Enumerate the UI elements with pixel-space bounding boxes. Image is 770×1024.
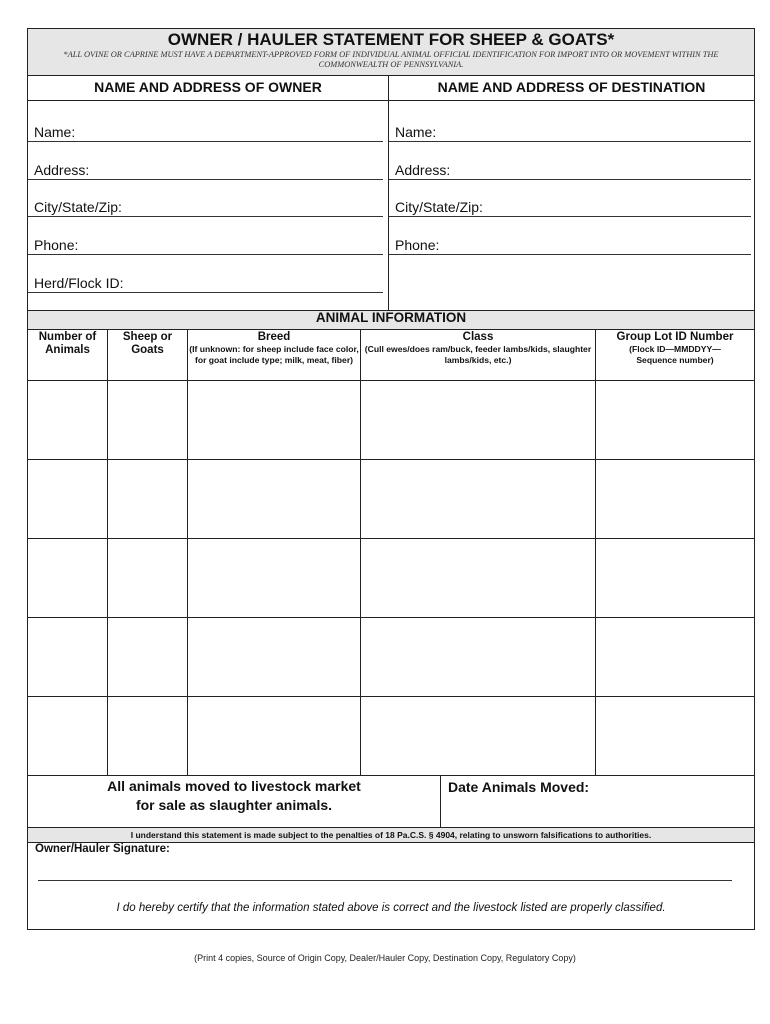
table-cell-species[interactable] <box>108 618 187 696</box>
table-cell-lot[interactable] <box>596 618 754 696</box>
destination-city-field[interactable]: City/State/Zip: <box>389 199 751 217</box>
col-breed-header <box>188 331 360 366</box>
col-lot-label: Group Lot ID Number <box>616 331 734 343</box>
table-cell-class[interactable] <box>361 618 595 696</box>
table-cell-class[interactable] <box>361 381 595 459</box>
table-cell-number[interactable] <box>28 460 107 538</box>
destination-address-field[interactable]: Address: <box>389 162 751 180</box>
table-cell-lot[interactable] <box>596 539 754 617</box>
owner-phone-field[interactable]: Phone: <box>28 237 383 255</box>
table-cell-class[interactable] <box>361 460 595 538</box>
table-cell-lot[interactable] <box>596 381 754 459</box>
table-bottom <box>28 775 754 776</box>
col-breed-label: Breed <box>257 331 291 343</box>
table-cell-number[interactable] <box>28 539 107 617</box>
col-species-label: Sheep or Goats <box>122 331 173 356</box>
table-cell-class[interactable] <box>361 539 595 617</box>
table-cell-breed[interactable] <box>188 381 360 459</box>
animal-info-title: ANIMAL INFORMATION <box>315 310 467 325</box>
table-cell-number[interactable] <box>28 697 107 775</box>
destination-heading: NAME AND ADDRESS OF DESTINATION <box>389 76 754 101</box>
market-line-2: for sale as slaughter animals. <box>135 797 333 813</box>
form-subtitle: *ALL OVINE OR CAPRINE MUST HAVE A DEPARTMENT-APPROVED FORM OF INDIVIDUAL ANIMAL OFFICIAL IDENTIFICATION FOR IMPORT INTO OR MOVEMENT WITHIN THE COMMONWEALTH OF PENNSYLVANIA. <box>63 50 719 69</box>
col-lot-header <box>596 331 754 366</box>
table-cell-species[interactable] <box>108 460 187 538</box>
table-cell-lot[interactable] <box>596 460 754 538</box>
col-species-header <box>108 331 187 357</box>
col-class-header <box>361 331 595 366</box>
certify-statement: I do hereby certify that the information stated above is correct and the livestock listed are properly classified. <box>116 902 666 914</box>
table-cell-species[interactable] <box>108 539 187 617</box>
signature-label: Owner/Hauler Signature: <box>35 843 170 855</box>
statement-form <box>27 28 755 930</box>
table-cell-class[interactable] <box>361 697 595 775</box>
col-breed-note: (If unknown: for sheep include face color, for goat include type; milk, meat, fiber) <box>189 344 359 365</box>
owner-name-field[interactable]: Name: <box>28 124 383 142</box>
col-number-label: Number of Animals <box>38 331 97 356</box>
owner-city-field[interactable]: City/State/Zip: <box>28 199 383 217</box>
penalty-statement: I understand this statement is made subject to the penalties of 18 Pa.C.S. § 4904, relating to unsworn falsifications to authorities. <box>130 830 652 840</box>
col-class-note: (Cull ewes/does ram/buck, feeder lambs/kids, slaughter lambs/kids, etc.) <box>364 344 592 365</box>
col-lot-note: (Flock ID—MMDDYY—Sequence number) <box>629 344 721 365</box>
date-moved-field[interactable] <box>441 801 754 825</box>
market-line-1: All animals moved to livestock market <box>107 778 361 794</box>
table-cell-number[interactable] <box>28 381 107 459</box>
table-cell-species[interactable] <box>108 697 187 775</box>
table-cell-breed[interactable] <box>188 697 360 775</box>
signature-line[interactable] <box>38 880 732 881</box>
owner-heading: NAME AND ADDRESS OF OWNER <box>28 76 388 101</box>
col-number-header <box>28 331 107 357</box>
address-divider <box>388 75 389 310</box>
col-class-label: Class <box>462 331 494 343</box>
form-title: OWNER / HAULER STATEMENT FOR SHEEP & GOATS* <box>167 30 615 49</box>
table-cell-breed[interactable] <box>188 539 360 617</box>
owner-herd-field[interactable]: Herd/Flock ID: <box>28 275 383 293</box>
date-moved-label: Date Animals Moved: <box>448 779 590 795</box>
owner-address-field[interactable]: Address: <box>28 162 383 180</box>
table-cell-breed[interactable] <box>188 618 360 696</box>
destination-name-field[interactable]: Name: <box>389 124 751 142</box>
market-statement <box>28 777 440 815</box>
table-cell-species[interactable] <box>108 381 187 459</box>
destination-phone-field[interactable]: Phone: <box>389 237 751 255</box>
table-cell-lot[interactable] <box>596 697 754 775</box>
table-cell-breed[interactable] <box>188 460 360 538</box>
table-cell-number[interactable] <box>28 618 107 696</box>
print-instructions: (Print 4 copies, Source of Origin Copy, Dealer/Hauler Copy, Destination Copy, Regulatory Copy) <box>194 953 576 963</box>
